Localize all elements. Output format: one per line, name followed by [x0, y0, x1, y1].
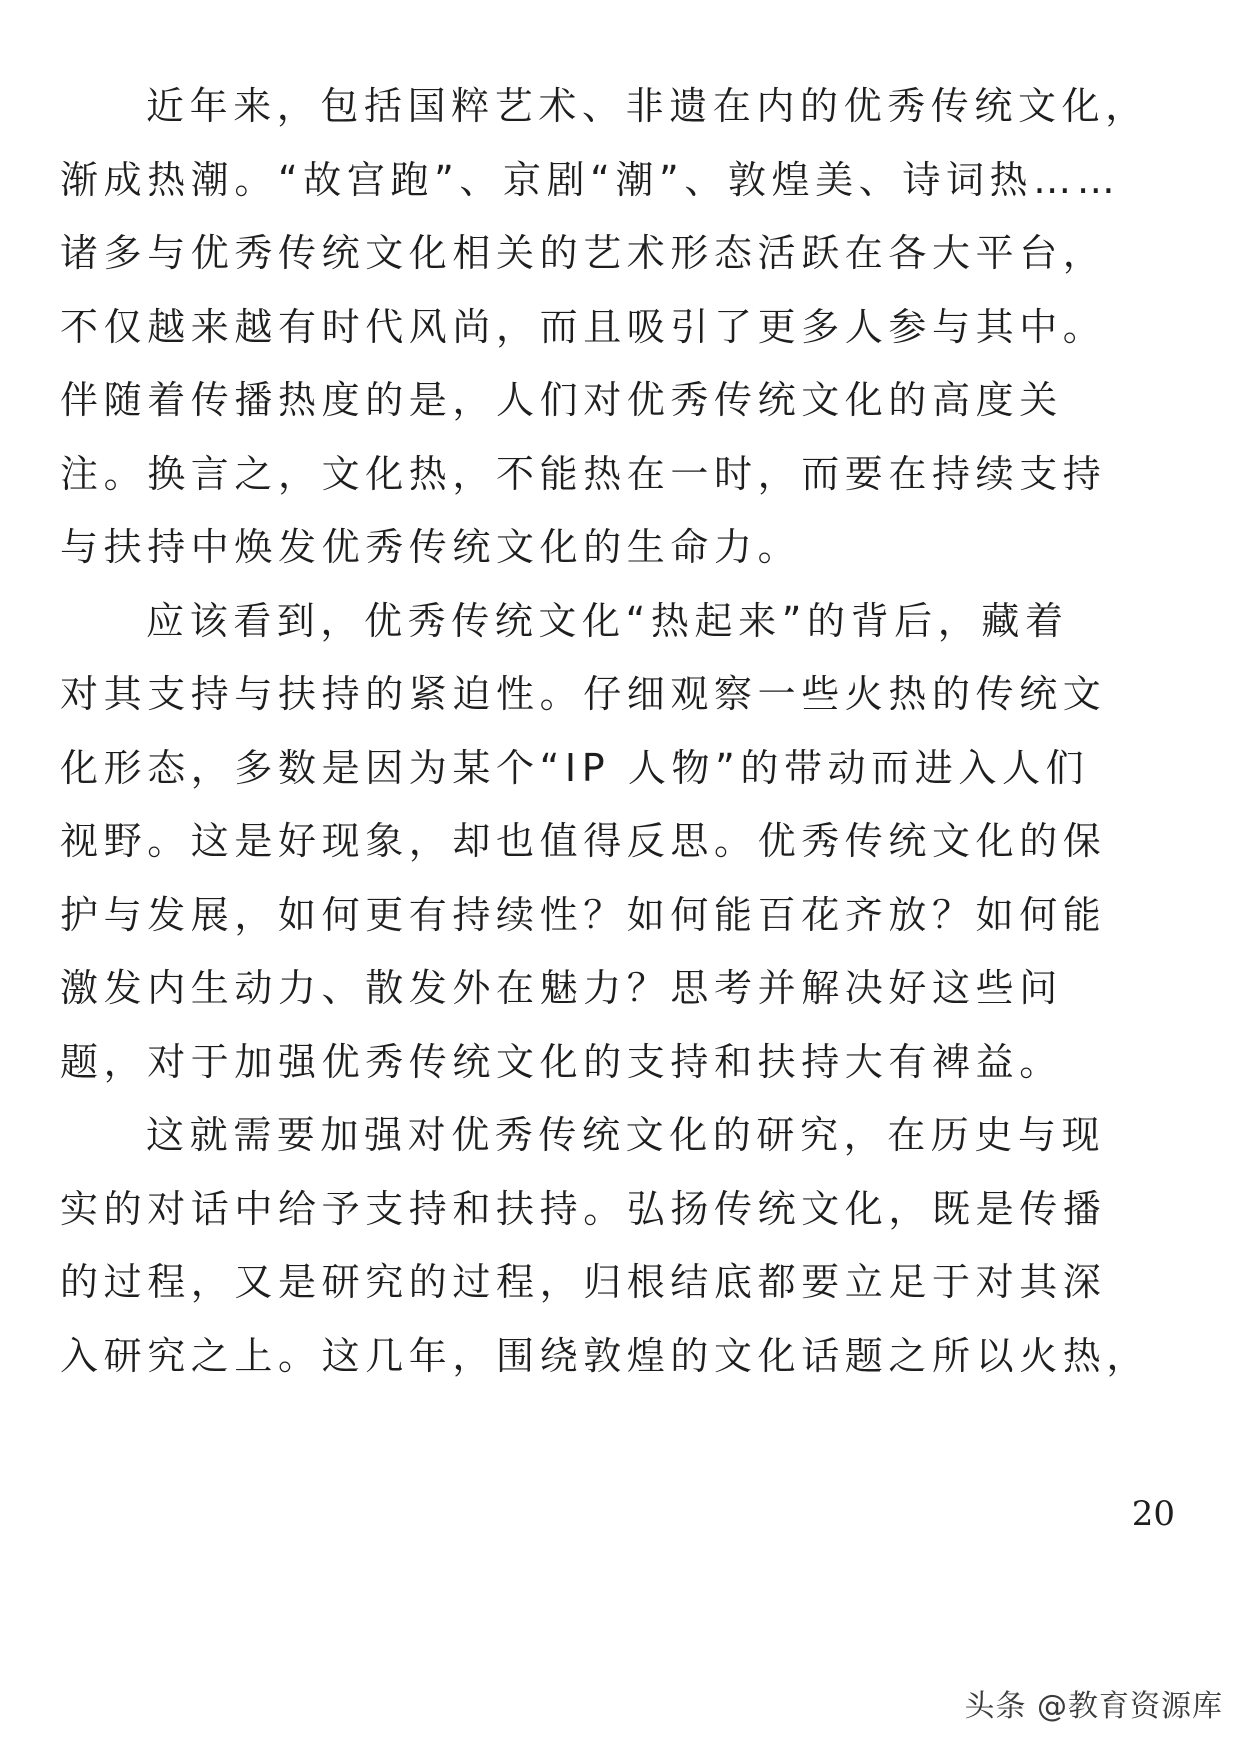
text-line: 实的对话中给予支持和扶持。弘扬传统文化，既是传播: [60, 1186, 1107, 1231]
text-line: 诸多与优秀传统文化相关的艺术形态活跃在各大平台，: [60, 231, 1107, 275]
text-line: 对其支持与扶持的紧迫性。仔细观察一些火热的传统文: [60, 672, 1107, 716]
text-line: 的过程，又是研究的过程，归根结底都要立足于对其深: [60, 1260, 1107, 1304]
text-line: 伴随着传播热度的是，人们对优秀传统文化的高度关: [60, 378, 1063, 422]
page-number: 20: [1131, 1494, 1175, 1534]
text-line: 化形态，多数是因为某个“IP 人物”的带动而进入人们: [60, 745, 1090, 790]
text-line: 视野。这是好现象，却也值得反思。优秀传统文化的保: [60, 819, 1107, 863]
paragraph-1: [60, 70, 1180, 585]
source-watermark: 头条 @教育资源库: [964, 1689, 1223, 1724]
text-line: 激发内生动力、散发外在魅力？思考并解决好这些问: [60, 966, 1063, 1010]
text-line: 题，对于加强优秀传统文化的支持和扶持大有裨益。: [60, 1039, 1063, 1084]
text-line: 与扶持中焕发优秀传统文化的生命力。: [60, 525, 802, 569]
text-line: 近年来，包括国粹艺术、非遗在内的优秀传统文化，: [146, 84, 1149, 128]
text-line: 护与发展，如何更有持续性？如何能百花齐放？如何能: [60, 892, 1107, 937]
text-line: 应该看到，优秀传统文化“热起来”的背后，藏着: [146, 598, 1069, 643]
text-line: 不仅越来越有时代风尚，而且吸引了更多人参与其中。: [60, 304, 1107, 349]
paragraph-2: [60, 585, 1180, 1100]
text-line: 注。换言之，文化热，不能热在一时，而要在持续支持: [60, 451, 1107, 496]
text-line: 渐成热潮。“故宫跑”、京剧“潮”、敦煌美、诗词热……: [60, 157, 1121, 202]
body-text: [60, 70, 1180, 1393]
text-line: 这就需要加强对优秀传统文化的研究，在历史与现: [146, 1113, 1106, 1157]
paragraph-3: [60, 1099, 1180, 1393]
text-line: 入研究之上。这几年，围绕敦煌的文化话题之所以火热，: [60, 1333, 1151, 1378]
